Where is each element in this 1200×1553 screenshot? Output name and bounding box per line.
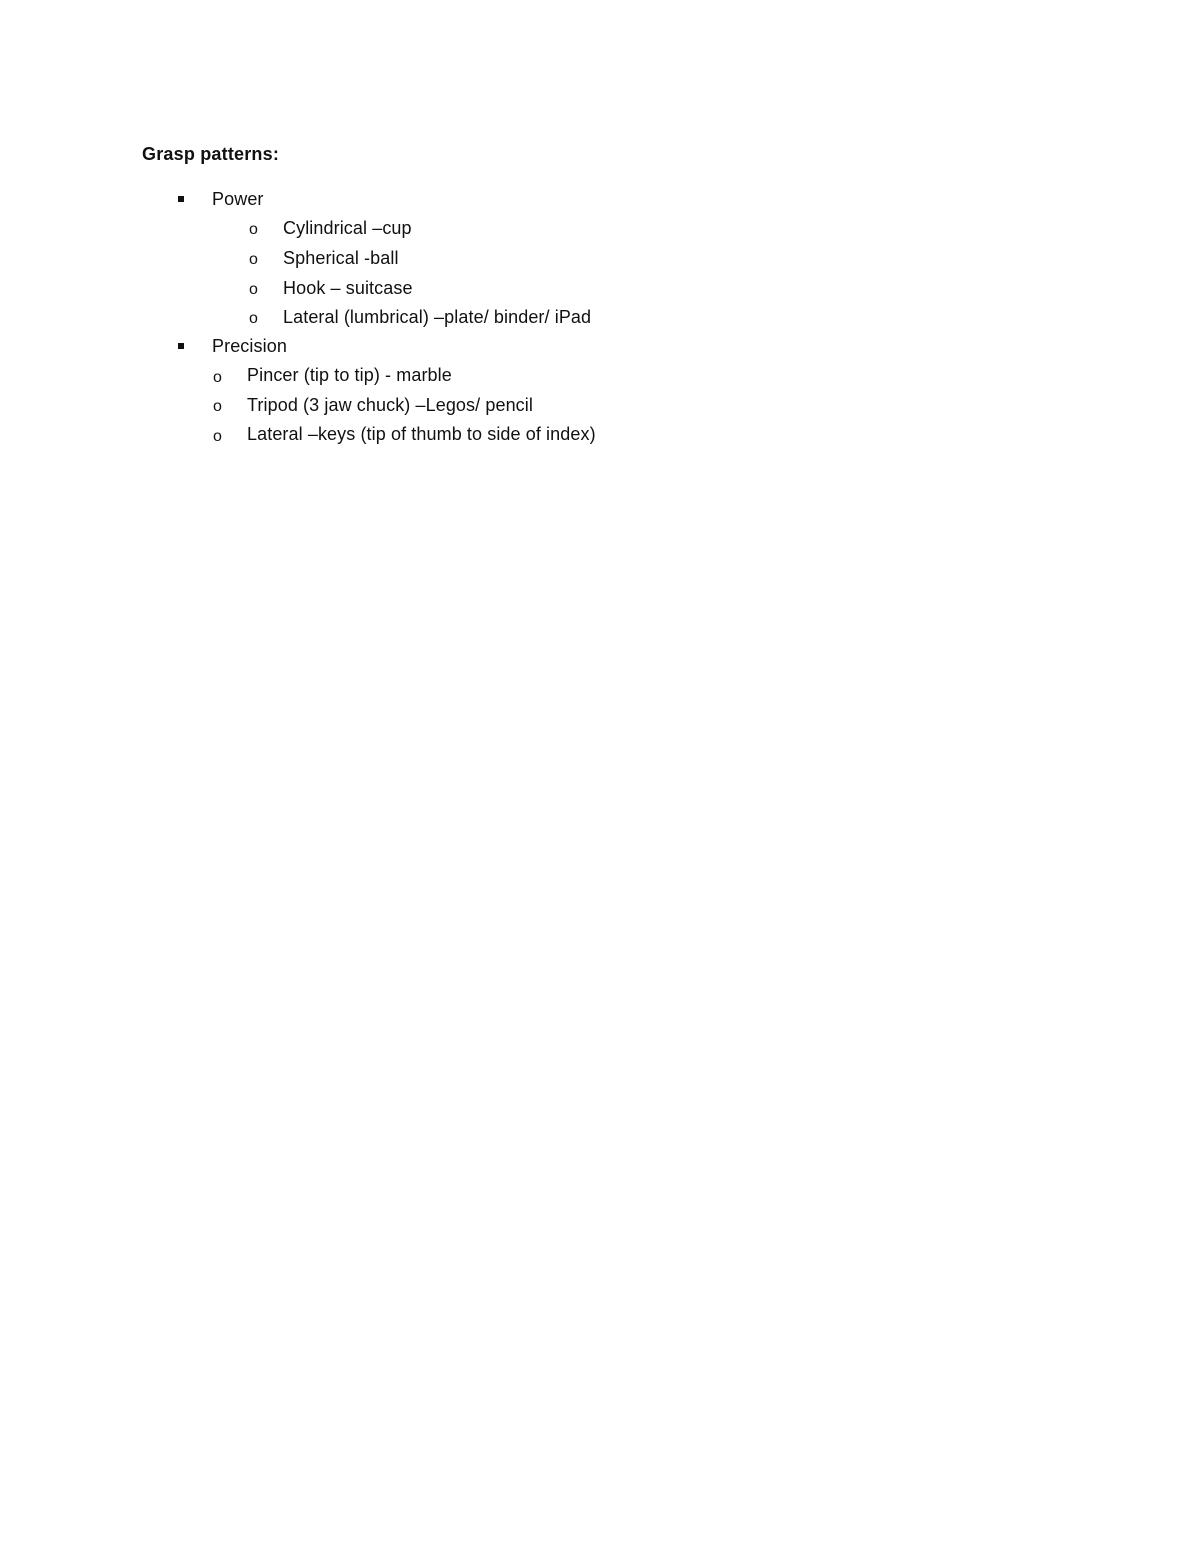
circle-bullet-icon: o: [213, 398, 222, 415]
list-item: Spherical -ball: [283, 248, 399, 268]
group-label-precision: Precision: [212, 336, 287, 356]
circle-bullet-icon: o: [249, 251, 258, 268]
circle-bullet-icon: o: [213, 428, 222, 445]
circle-bullet-icon: o: [213, 369, 222, 386]
list-item: Hook – suitcase: [283, 278, 413, 298]
list-item: Pincer (tip to tip) - marble: [247, 365, 452, 385]
list-item: Lateral –keys (tip of thumb to side of index): [247, 424, 596, 444]
list-item: Cylindrical –cup: [283, 218, 412, 238]
circle-bullet-icon: o: [249, 281, 258, 298]
square-bullet-icon: [178, 343, 184, 349]
list-item: Tripod (3 jaw chuck) –Legos/ pencil: [247, 395, 533, 415]
group-label-power: Power: [212, 189, 264, 209]
square-bullet-icon: [178, 196, 184, 202]
circle-bullet-icon: o: [249, 221, 258, 238]
document-heading: Grasp patterns:: [142, 144, 280, 164]
list-item: Lateral (lumbrical) –plate/ binder/ iPad: [283, 307, 592, 327]
circle-bullet-icon: o: [249, 310, 258, 327]
